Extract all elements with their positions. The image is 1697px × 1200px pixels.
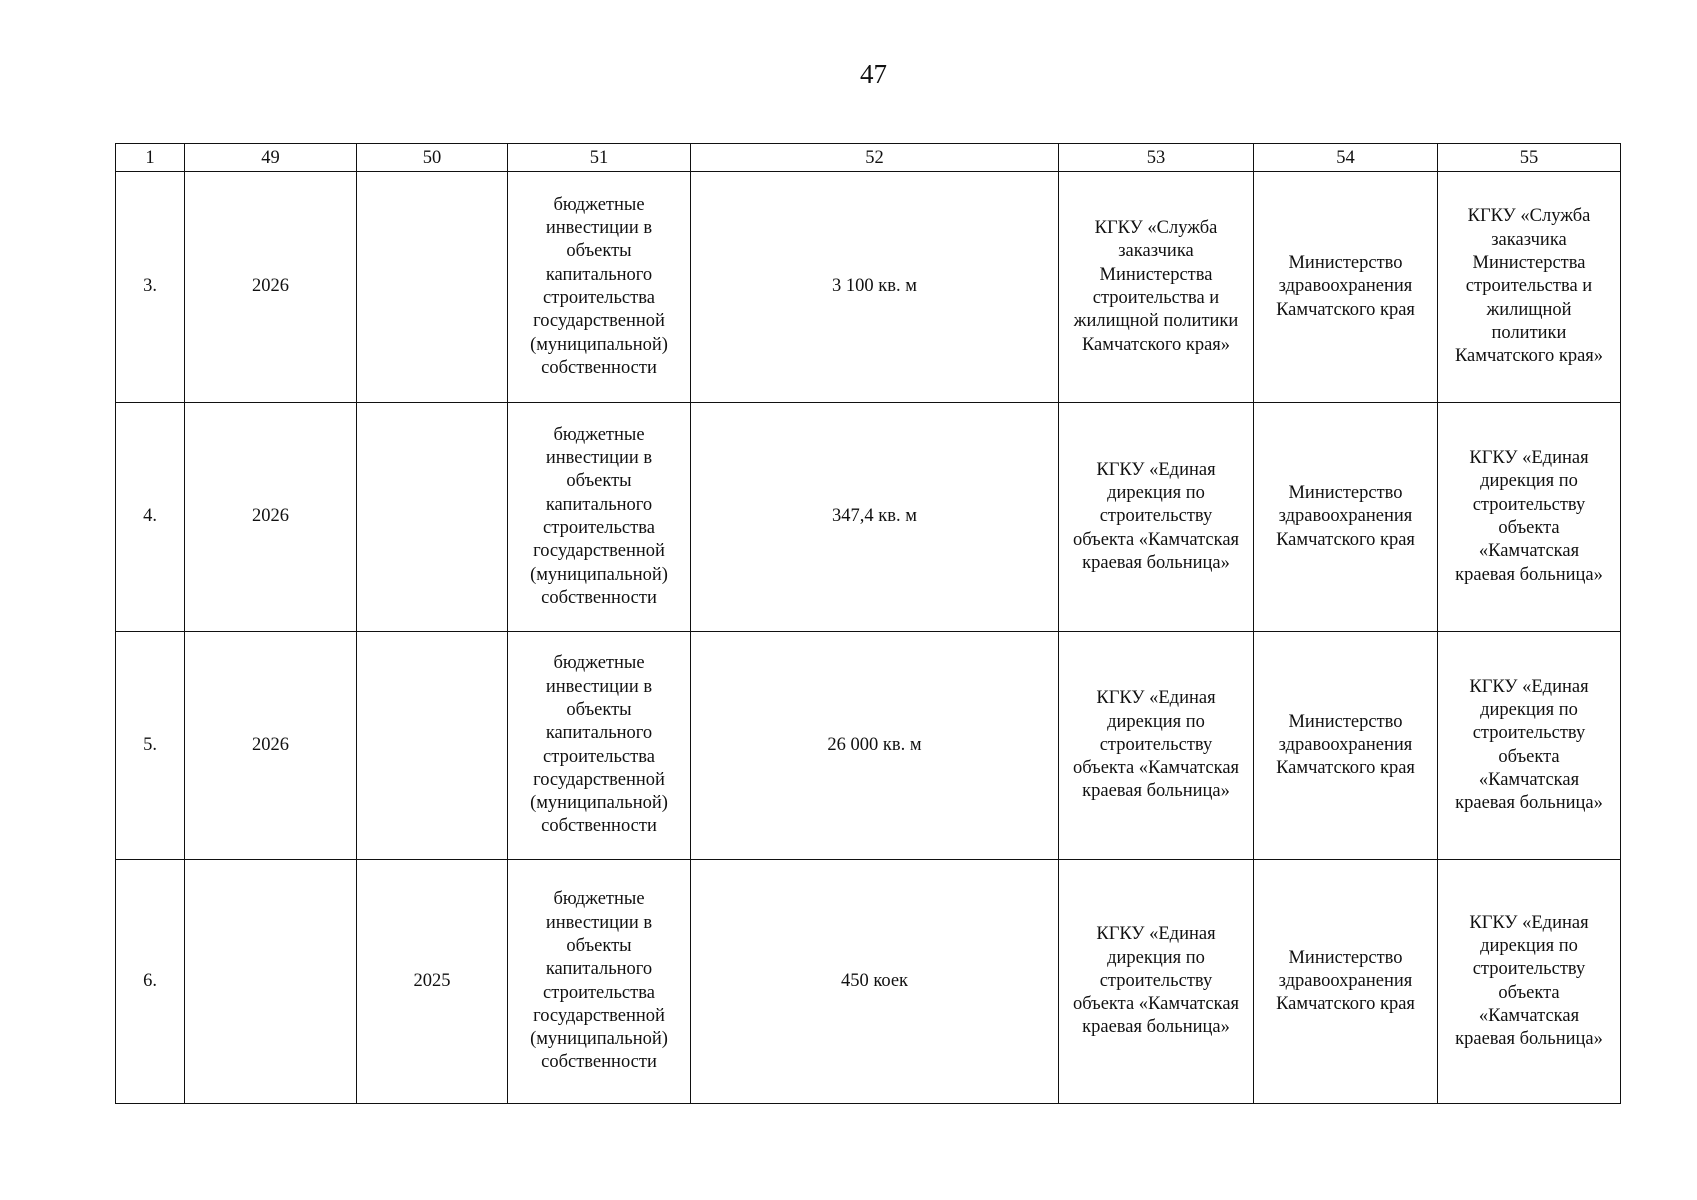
text-line: объекты	[566, 699, 632, 720]
table-row	[116, 403, 1621, 632]
text-line: строительства	[543, 288, 655, 308]
ministry-cell	[1254, 403, 1438, 632]
developer-cell	[1438, 632, 1621, 860]
text-line: Министерства	[1472, 253, 1586, 274]
text-line: бюджетные	[553, 424, 645, 445]
year-50-cell	[357, 172, 508, 403]
text-line: Министерства	[1099, 264, 1213, 285]
text-line: (муниципальной)	[530, 1029, 668, 1050]
text-line: строительства	[543, 518, 655, 538]
text-line: инвестиции в	[545, 448, 653, 469]
table-row	[116, 632, 1621, 860]
text-line: Камчатского края»	[1454, 346, 1604, 367]
text-line: Камчатского края	[1276, 758, 1415, 779]
customer-cell	[1059, 172, 1254, 403]
text-line: Министерство	[1288, 947, 1403, 968]
capacity-cell: 26 000 кв. м	[691, 632, 1059, 860]
text-line: строительству	[1472, 723, 1586, 744]
developer-cell	[1438, 860, 1621, 1104]
developer-cell	[1438, 403, 1621, 632]
year-49-cell: 2026	[185, 403, 357, 632]
text-line: Министерство	[1288, 253, 1403, 274]
customer-cell	[1059, 403, 1254, 632]
page-number: 47	[860, 59, 887, 89]
text-line: КГКУ «Единая	[1096, 688, 1216, 709]
text-line: собственности	[541, 587, 657, 608]
text-line: государственной	[533, 311, 665, 332]
text-line: строительству	[1472, 494, 1586, 515]
text-line: капитального	[545, 723, 653, 744]
text-line: инвестиции в	[545, 218, 653, 239]
header-cell: 54	[1254, 144, 1438, 172]
text-line: объекта	[1498, 518, 1560, 538]
header-cell: 49	[185, 144, 357, 172]
text-line: собственности	[541, 1052, 657, 1073]
text-line: (муниципальной)	[530, 334, 668, 355]
text-line: строительства и	[1092, 288, 1220, 308]
text-line: инвестиции в	[545, 912, 653, 933]
text-line: Камчатского края	[1276, 299, 1415, 320]
text-line: строительства	[543, 746, 655, 767]
text-line: КГКУ «Единая	[1469, 676, 1589, 697]
text-line: здравоохранения	[1278, 506, 1413, 527]
header-cell: 50	[357, 144, 508, 172]
header-cell: 51	[508, 144, 691, 172]
data-table	[115, 143, 1621, 1104]
year-50-cell	[357, 403, 508, 632]
header-cell: 53	[1059, 144, 1254, 172]
text-line: объекта	[1498, 746, 1560, 767]
text-line: дирекция по	[1107, 947, 1205, 968]
text-line: КГКУ «Единая	[1096, 459, 1216, 480]
text-line: объекты	[566, 471, 632, 492]
row-number-cell: 5.	[116, 632, 185, 860]
text-line: КГКУ «Единая	[1469, 448, 1589, 469]
text-line: бюджетные	[553, 889, 645, 910]
year-49-cell	[185, 860, 357, 1104]
text-line: дирекция по	[1480, 935, 1578, 956]
text-line: краевая больница»	[1455, 793, 1603, 814]
header-row	[116, 144, 1621, 172]
year-50-cell: 2025	[357, 860, 508, 1104]
text-line: строительству	[1099, 970, 1213, 991]
capacity-cell: 347,4 кв. м	[691, 403, 1059, 632]
text-line: строительству	[1472, 959, 1586, 980]
text-line: дирекция по	[1107, 711, 1205, 732]
row-number-cell: 4.	[116, 403, 185, 632]
text-line: бюджетные	[553, 653, 645, 674]
header-cell: 55	[1438, 144, 1621, 172]
text-line: капитального	[545, 264, 653, 285]
text-line: дирекция по	[1107, 483, 1205, 504]
text-line: капитального	[545, 959, 653, 980]
text-line: Камчатского края	[1276, 994, 1415, 1015]
text-line: краевая больница»	[1455, 1029, 1603, 1050]
text-line: строительства и	[1465, 276, 1593, 297]
text-line: строительству	[1099, 506, 1213, 527]
text-line: Министерство	[1288, 711, 1403, 732]
text-line: (муниципальной)	[530, 564, 668, 585]
developer-cell	[1438, 172, 1621, 403]
year-49-cell: 2026	[185, 632, 357, 860]
text-line: объекта «Камчатская	[1072, 758, 1240, 779]
header-cell: 52	[691, 144, 1059, 172]
text-line: Камчатского края	[1276, 529, 1415, 550]
investment-type-cell	[508, 403, 691, 632]
ministry-cell	[1254, 632, 1438, 860]
header-cell: 1	[116, 144, 185, 172]
text-line: собственности	[541, 816, 657, 837]
text-line: Камчатского края»	[1081, 334, 1231, 355]
table-row	[116, 172, 1621, 403]
ministry-cell	[1254, 860, 1438, 1104]
text-line: КГКУ «Единая	[1096, 924, 1216, 945]
text-line: объекта «Камчатская	[1072, 994, 1240, 1015]
investment-type-cell	[508, 172, 691, 403]
text-line: объекта	[1498, 982, 1560, 1003]
text-line: заказчика	[1118, 241, 1194, 262]
text-line: краевая больница»	[1082, 781, 1230, 802]
text-line: дирекция по	[1480, 471, 1578, 492]
text-line: «Камчатская	[1478, 1005, 1580, 1026]
text-line: краевая больница»	[1082, 1017, 1230, 1038]
year-50-cell	[357, 632, 508, 860]
row-number-cell: 6.	[116, 860, 185, 1104]
text-line: (муниципальной)	[530, 793, 668, 814]
row-number-cell: 3.	[116, 172, 185, 403]
capacity-cell: 3 100 кв. м	[691, 172, 1059, 403]
text-line: государственной	[533, 769, 665, 790]
text-line: государственной	[533, 541, 665, 562]
customer-cell	[1059, 632, 1254, 860]
text-line: дирекция по	[1480, 699, 1578, 720]
investment-type-cell	[508, 632, 691, 860]
text-line: жилищной политики	[1073, 311, 1239, 332]
text-line: КГКУ «Служба	[1467, 206, 1591, 227]
text-line: собственности	[541, 357, 657, 378]
text-line: заказчика	[1491, 229, 1567, 250]
text-line: объекта «Камчатская	[1072, 529, 1240, 550]
text-line: жилищной	[1486, 299, 1572, 320]
text-line: объекты	[566, 935, 632, 956]
capacity-cell: 450 коек	[691, 860, 1059, 1104]
text-line: здравоохранения	[1278, 970, 1413, 991]
text-line: бюджетные	[553, 194, 645, 215]
text-line: государственной	[533, 1005, 665, 1026]
text-line: Министерство	[1288, 483, 1403, 504]
year-49-cell: 2026	[185, 172, 357, 403]
table-row	[116, 860, 1621, 1104]
text-line: объекты	[566, 241, 632, 262]
text-line: краевая больница»	[1082, 552, 1230, 573]
text-line: КГКУ «Единая	[1469, 912, 1589, 933]
text-line: здравоохранения	[1278, 276, 1413, 297]
investment-type-cell	[508, 860, 691, 1104]
customer-cell	[1059, 860, 1254, 1104]
text-line: «Камчатская	[1478, 541, 1580, 562]
text-line: строительства	[543, 982, 655, 1003]
text-line: капитального	[545, 494, 653, 515]
text-line: «Камчатская	[1478, 769, 1580, 790]
ministry-cell	[1254, 172, 1438, 403]
text-line: политики	[1491, 322, 1567, 343]
text-line: строительству	[1099, 734, 1213, 755]
text-line: инвестиции в	[545, 676, 653, 697]
text-line: КГКУ «Служба	[1094, 218, 1218, 239]
text-line: краевая больница»	[1455, 564, 1603, 585]
text-line: здравоохранения	[1278, 734, 1413, 755]
